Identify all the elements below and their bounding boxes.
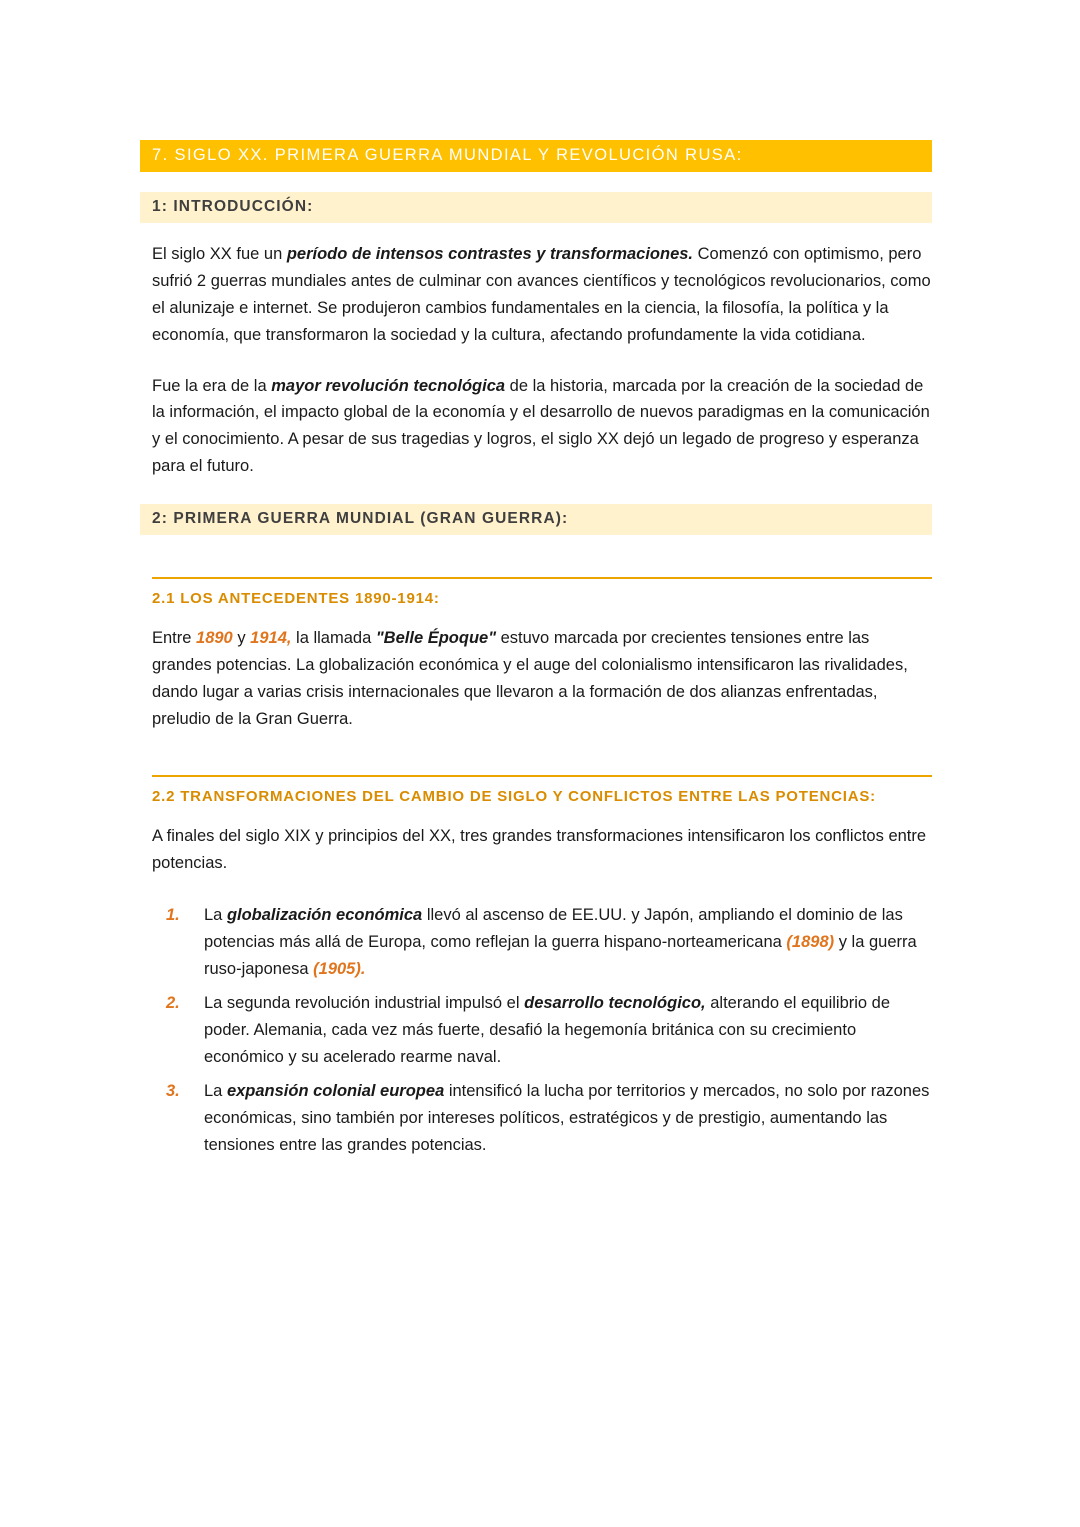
text-segment: Fue la era de la: [152, 376, 272, 395]
text-segment: estuvo marcada por crecientes tensiones entre las grandes potencias. La globalización económica y el auge del colonialismo intensificaron las rivalidades, dando lugar a varias crisis internacionales que llevaron a la formación de dos alianzas enfrentadas, preludio de la Gran Guerra.: [152, 629, 908, 728]
text-segment: Comenzó con optimismo, pero sufrió 2 guerras mundiales antes de culminar con avances científicos y tecnológicos revolucionarios, como el alunizaje e internet. Se produjeron cambios fundamentales en la ciencia, la filosofía, la política y la economía, que transformaron la sociedad y la cultura, afectando profundamente la vida cotidiana.: [152, 245, 931, 344]
text-segment: A finales del siglo XIX y principios del XX, tres grandes transformaciones intensificaron los conflictos entre potencias.: [152, 826, 927, 872]
paragraph-intro-2: [152, 373, 932, 481]
list-item-3: [166, 1078, 932, 1159]
text-segment: período de intensos contrastes y transformaciones.: [286, 245, 694, 263]
text-segment: la llamada: [291, 629, 376, 648]
text-segment: de la historia, marcada por la creación de la sociedad de la información, el impacto global de la economía y el desarrollo de nuevos paradigmas en la comunicación y el conocimiento. A pesar de sus tragedias y logros, el siglo XX dejó un legado de progreso y esperanza para el futuro.: [152, 376, 930, 476]
text-segment: La: [204, 906, 227, 925]
text-segment: (1905).: [313, 960, 366, 979]
text-segment: y: [232, 629, 251, 648]
document-title: 7. SIGLO XX. PRIMERA GUERRA MUNDIAL Y REVOLUCIÓN RUSA:: [152, 146, 743, 164]
paragraph-antecedentes: [152, 625, 932, 733]
list-item-text: [204, 990, 932, 1071]
list-item-1: [166, 902, 932, 983]
section-header-primera-guerra: [140, 504, 932, 535]
paragraph-intro-1: [152, 241, 932, 349]
text-segment: y la guerra ruso-japonesa: [204, 933, 917, 979]
numbered-list: [166, 902, 932, 1158]
section-header-introduccion: [140, 192, 932, 223]
list-marker: 3.: [166, 1081, 180, 1100]
list-marker: 1.: [166, 906, 180, 925]
text-segment: desarrollo tecnológico,: [524, 994, 706, 1013]
document-title-banner: [140, 140, 932, 172]
text-segment: intensificó la lucha por territorios y mercados, no solo por razones económicas, sino también por intereses políticos, estratégicos y de prestigio, aumentando las tensiones entre las grandes potencias.: [204, 1081, 930, 1154]
text-segment: 1914,: [250, 629, 292, 648]
section-heading: 2: PRIMERA GUERRA MUNDIAL (GRAN GUERRA):: [152, 510, 569, 528]
text-segment: La segunda revolución industrial impulsó el: [204, 994, 525, 1013]
list-item-2: [166, 990, 932, 1071]
text-segment: (1898): [786, 933, 835, 952]
text-segment: 1890: [196, 629, 233, 648]
text-segment: llevó al ascenso de EE.UU. y Japón, ampliando el dominio de las potencias más allá de Europa, como reflejan la guerra hispano-norteamericana: [204, 906, 903, 952]
text-segment: mayor revolución tecnológica: [271, 376, 506, 395]
subsection-heading: 2.2 TRANSFORMACIONES DEL CAMBIO DE SIGLO Y CONFLICTOS ENTRE LAS POTENCIAS:: [152, 787, 876, 805]
text-segment: expansión colonial europea: [226, 1081, 445, 1100]
subsection-heading: 2.1 LOS ANTECEDENTES 1890-1914:: [152, 590, 440, 608]
text-segment: globalización económica: [226, 906, 423, 925]
text-segment: alterando el equilibrio de poder. Alemania, cada vez más fuerte, desafió la hegemonía británica con su crecimiento económico y su acelerado rearme naval.: [204, 994, 891, 1066]
text-segment: Entre: [152, 629, 197, 648]
list-marker: 2.: [166, 994, 180, 1013]
list-item-text: [204, 1078, 932, 1159]
section-heading: 1: INTRODUCCIÓN:: [152, 198, 314, 215]
subsection-transformaciones: [152, 775, 932, 805]
list-item-text: [204, 902, 932, 983]
paragraph-transformaciones: [152, 823, 932, 877]
text-segment: El siglo XX fue un: [152, 245, 287, 263]
subsection-antecedentes: [152, 577, 932, 607]
text-segment: La: [204, 1081, 227, 1100]
text-segment: "Belle Époque": [375, 629, 497, 648]
